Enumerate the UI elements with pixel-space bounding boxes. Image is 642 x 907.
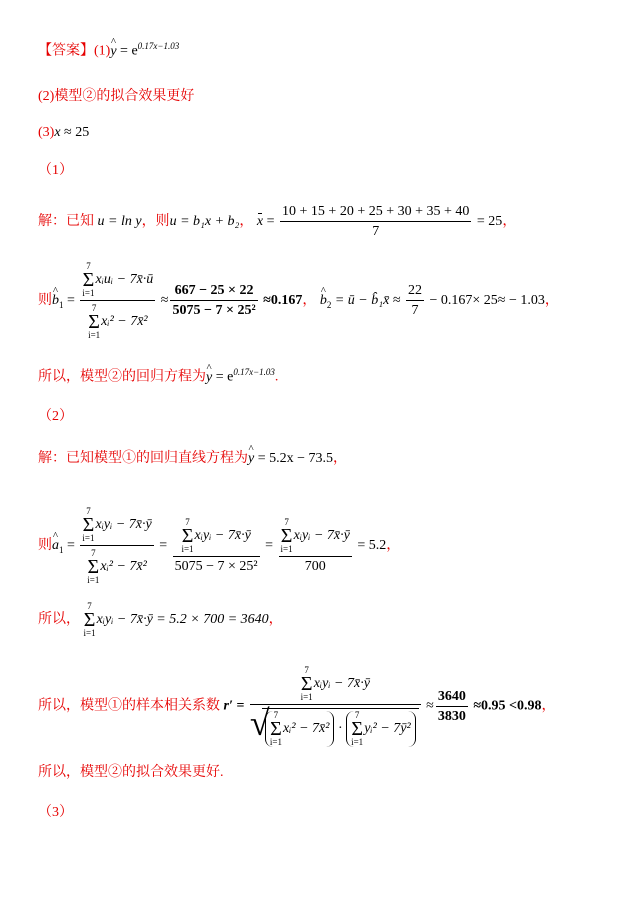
b1-result: ≈0.167 <box>263 293 303 309</box>
a1-calc-num-2: xᵢyᵢ − 7x̄·ȳ <box>293 528 350 544</box>
r-den-b: yᵢ² − 7ȳ² <box>364 721 411 737</box>
b2-result: − 0.167× 25≈ − 1.03 <box>429 293 545 309</box>
sum-top: 7 <box>86 261 91 271</box>
sum-symbol: 7 Σ i=1 <box>351 710 364 747</box>
exp-power: 0.17x−1.03 <box>137 41 180 51</box>
part-2-heading: （2） <box>38 409 73 424</box>
sol1-so-eq: = e <box>215 369 234 385</box>
sum-bot: i=1 <box>280 544 293 554</box>
answer-label: 【答案】 <box>38 43 94 59</box>
exp-base: e <box>131 43 138 59</box>
sum-top: 7 <box>284 517 289 527</box>
r-result: ≈0.95 <0.98 <box>473 698 542 714</box>
sol1-comma-2: ， <box>502 214 517 230</box>
solution2-line1: 解：已知模型①的回归直线方程为^ y = 5.2x − 73.5， <box>38 452 347 466</box>
xbar-num: 10 + 15 + 20 + 25 + 30 + 35 + 40 <box>280 205 471 222</box>
r-fraction <box>250 666 421 747</box>
y-hat-2: ^ y <box>206 371 212 385</box>
b1-calc-den: 5075 − 7 × 25² <box>172 303 256 318</box>
a1-calc-den: 5075 − 7 × 25² <box>174 559 258 574</box>
b1-den: xᵢ² − 7x̄² <box>101 314 148 330</box>
b1-num: xᵢuᵢ − 7x̄·ū <box>95 272 154 288</box>
sol1-then2: 则 <box>38 293 52 309</box>
sol1-comma: ， <box>239 214 254 230</box>
sum-symbol: 7 Σ i=1 <box>87 548 100 585</box>
sum-symbol: 7 Σ i=1 <box>300 665 313 702</box>
xbar-fraction <box>280 205 471 239</box>
solution1-conclusion <box>38 368 278 385</box>
sum-top: 7 <box>87 601 92 611</box>
answer-part-1-label: (1) <box>94 43 111 59</box>
solution1-line1: 解：已知 u = ln y，则u = b₁x + b₂， x = $\frac{10 + 15 + 20 + 25 + 30 + 35 + 40}{7}$ = 25， <box>38 204 517 239</box>
sum-bot: i=1 <box>269 737 282 747</box>
y-hat-3: ^ y <box>248 452 254 466</box>
r-num: xᵢyᵢ − 7x̄·ȳ <box>313 676 370 692</box>
answer-line-2: (2)模型②的拟合效果更好 <box>38 89 195 104</box>
a1-num: xᵢyᵢ − 7x̄·ȳ <box>95 517 152 533</box>
sum-bot: i=1 <box>83 628 96 638</box>
a1-den: xᵢ² − 7x̄² <box>100 559 147 575</box>
b1-calc-fraction <box>170 284 257 318</box>
b2-fraction <box>406 284 424 318</box>
a1-calc-fraction <box>173 518 260 574</box>
b2-num: 22 <box>406 284 424 301</box>
y-hat: ^ y <box>110 45 116 59</box>
sol1-so-end: . <box>274 369 279 385</box>
sum-symbol: 7 Σ i=1 <box>269 710 282 747</box>
sum-top: 7 <box>304 665 309 675</box>
a1-hat: ^ a <box>52 539 59 553</box>
b2-den: 7 <box>411 303 419 318</box>
sum-symbol: 7 Σ i=1 <box>88 303 101 340</box>
answer-3-result: ≈ 25 <box>64 125 90 140</box>
a1-calc-fraction-2 <box>279 518 352 574</box>
xbar-den: 7 <box>372 224 380 239</box>
a1-calc-num: xᵢyᵢ − 7x̄·ȳ <box>194 528 251 544</box>
solution1-line2: 则^ $b_1$ = 7 Σ i=1xᵢuᵢ − 7x̄·ū 7 Σ i=1xᵢ² − 7x̄² ≈ $\frac{667 - 25 \times 22}{\text{5075 − 7 × 25²}}$ ≈0.167， ^ $b_2$ = ū − b̂₁x̄ ≈ $\frac{22}{7}$ − 0.167× 25≈ − 1.03， <box>38 262 559 340</box>
sol2-so2: 所以，模型①的样本相关系数 <box>38 698 220 714</box>
sum-top: 7 <box>273 710 279 720</box>
solution2-line3: 所以， 7 Σ i=1xᵢyᵢ − 7x̄·ȳ = 5.2 × 700 = 3640， <box>38 601 283 638</box>
x-bar: x <box>256 214 264 230</box>
sol2-line-eq: = 5.2x − 73.5 <box>257 451 334 466</box>
sum-bot: i=1 <box>82 288 95 298</box>
sum-symbol: 7 Σ i=1 <box>83 601 96 638</box>
sum-symbol: 7 Σ i=1 <box>280 517 293 554</box>
b1-calc-num: 667 − 25 × 22 <box>170 284 257 301</box>
x-var: x <box>54 125 61 140</box>
sum-bot: i=1 <box>351 737 364 747</box>
sol1-so: 所以，模型②的回归方程为 <box>38 369 206 385</box>
sum-top: 7 <box>91 303 97 313</box>
u-linear: u = b₁x + b₂ <box>169 214 240 230</box>
solution2-line4: 所以，模型①的样本相关系数 r′ = 7 Σ i=1xᵢyᵢ − 7x̄·ȳ √ 7 Σ i=1xᵢ² − 7x̄² · 7 Σ i=1yᵢ² − 7ȳ² ≈ $\frac{3640}{3830}$ ≈0.95 <0.98， <box>38 666 556 747</box>
answer-part-3-label: (3) <box>38 125 55 140</box>
sum-symbol: 7 Σ i=1 <box>82 261 95 298</box>
solution2-line2: 则^ $a_1$ = 7 Σ i=1xᵢyᵢ − 7x̄·ȳ 7 Σ i=1xᵢ² − 7x̄² = 7 Σ i=1xᵢyᵢ − 7x̄·ȳ 5075 − 7 × 25² = 7 Σ i=1xᵢyᵢ − 7x̄·ȳ 700 = 5.2， <box>38 507 400 585</box>
sol2-then: 则 <box>38 538 52 554</box>
sum-top: 7 <box>185 517 190 527</box>
r-approx-num: 3640 <box>436 690 468 707</box>
sol1-so-exp: 0.17x−1.03 <box>233 367 275 377</box>
a1-fraction <box>80 507 153 585</box>
sol2-so1: 所以， <box>38 612 80 628</box>
a1-result: 5.2 <box>368 538 387 554</box>
sol1-then: ，则 <box>141 214 170 230</box>
r-approx-den: 3830 <box>437 708 466 724</box>
sum-symbol: 7 Σ i=1 <box>82 506 95 543</box>
sol2-intro: 解：已知模型①的回归直线方程为 <box>38 451 248 466</box>
part-1-heading: （1） <box>38 163 73 178</box>
b2-hat: ^ b <box>320 294 327 308</box>
r-label: r′ = <box>223 698 245 714</box>
u-def: u = ln y <box>97 214 142 230</box>
r-den-a: xᵢ² − 7x̄² <box>282 721 330 737</box>
b2-expr: = ū − b̂₁x̄ ≈ <box>334 293 401 309</box>
answer-eq: = <box>120 43 128 59</box>
r-approx-fraction <box>436 690 468 724</box>
sol2-so1-expr: xᵢyᵢ − 7x̄·ȳ = 5.2 × 700 = 3640 <box>96 612 269 628</box>
sum-top: 7 <box>354 710 360 720</box>
xbar-result: = 25 <box>476 214 503 230</box>
sum-bot: i=1 <box>82 533 95 543</box>
sqrt-symbol: √ 7 Σ i=1xᵢ² − 7x̄² · 7 Σ i=1yᵢ² − 7ȳ² <box>262 708 419 747</box>
sum-top: 7 <box>91 548 96 558</box>
sum-bot: i=1 <box>300 692 313 702</box>
sum-symbol: 7 Σ i=1 <box>181 517 194 554</box>
answer-line-1 <box>38 42 179 59</box>
solution2-conclusion: 所以，模型②的拟合效果更好. <box>38 765 224 780</box>
sum-bot: i=1 <box>181 544 194 554</box>
part-3-heading: （3） <box>38 805 73 820</box>
sol1-intro: 解：已知 <box>38 214 94 230</box>
b1-fraction <box>80 262 155 340</box>
b1-hat: ^ b <box>52 294 59 308</box>
sum-top: 7 <box>86 506 91 516</box>
sum-bot: i=1 <box>88 330 101 340</box>
answer-line-3 <box>38 126 89 140</box>
a1-calc-den-2: 700 <box>304 559 326 574</box>
sum-bot: i=1 <box>87 575 100 585</box>
